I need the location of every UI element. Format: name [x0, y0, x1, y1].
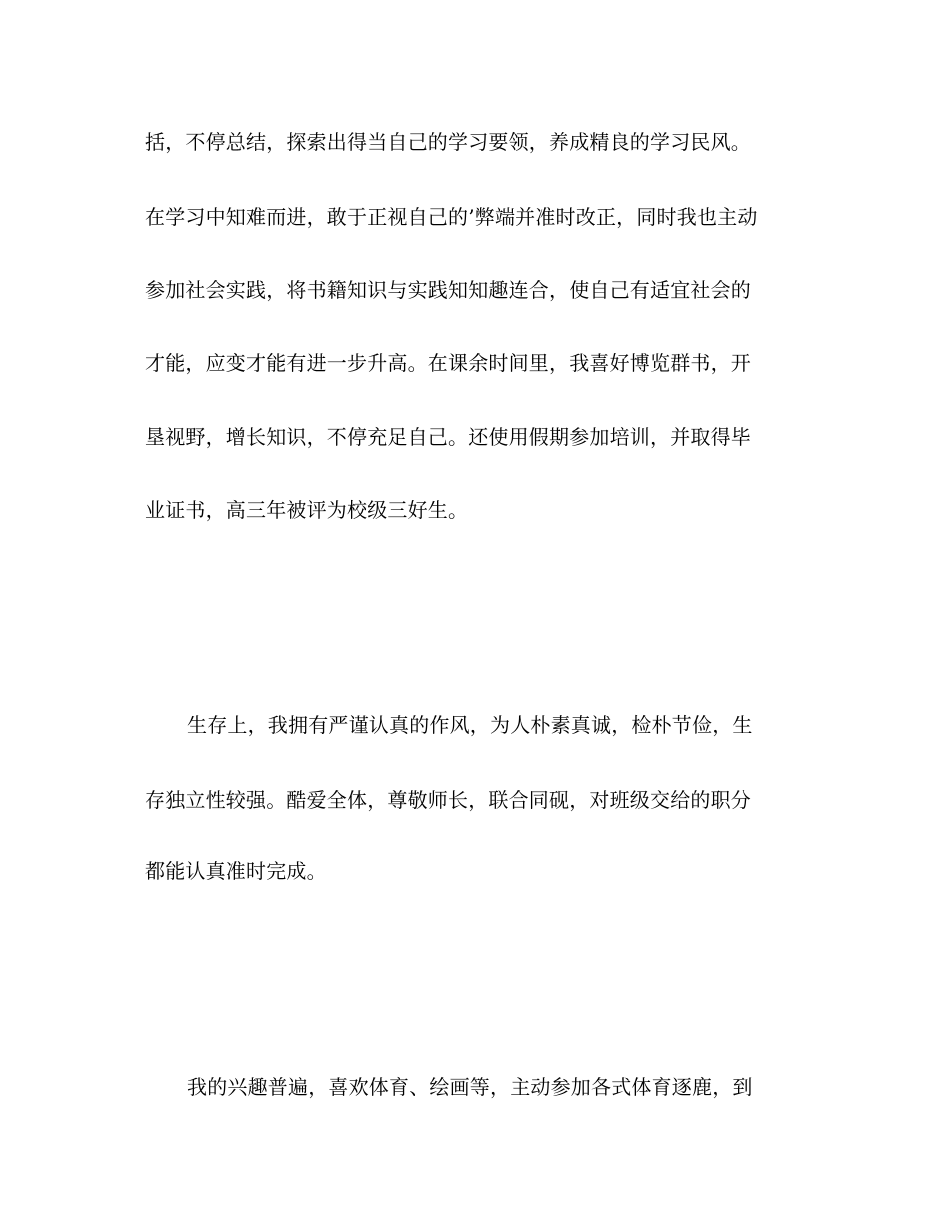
- text-line: 参加社会实践，将书籍知识与实践知知趣连合，使自己有适宜社会的: [145, 278, 751, 302]
- text-line: 括，不停总结，探索出得当自己的学习要领，养成精良的学习民风。: [145, 130, 751, 154]
- text-line: 垦视野，增长知识，不停充足自己。还使用假期参加培训，并取得毕: [145, 425, 751, 449]
- text-line: 都能认真准时完成。: [145, 859, 327, 883]
- text-line: 生存上，我拥有严谨认真的作风，为人朴素真诚，检朴节俭，生: [187, 713, 753, 737]
- text-line: 存独立性较强。酷爱全体，尊敬师长，联合同砚，对班级交给的职分: [145, 788, 751, 812]
- text-line: 我的兴趣普遍，喜欢体育、绘画等，主动参加各式体育逐鹿，到: [187, 1075, 753, 1099]
- text-line: 业证书，高三年被评为校级三好生。: [145, 498, 469, 522]
- text-line: 才能，应变才能有进一步升高。在课余时间里，我喜好博览群书，开: [145, 351, 751, 375]
- text-line: 在学习中知难而进，敢于正视自己的’弊端并准时改正，同时我也主动: [145, 205, 758, 229]
